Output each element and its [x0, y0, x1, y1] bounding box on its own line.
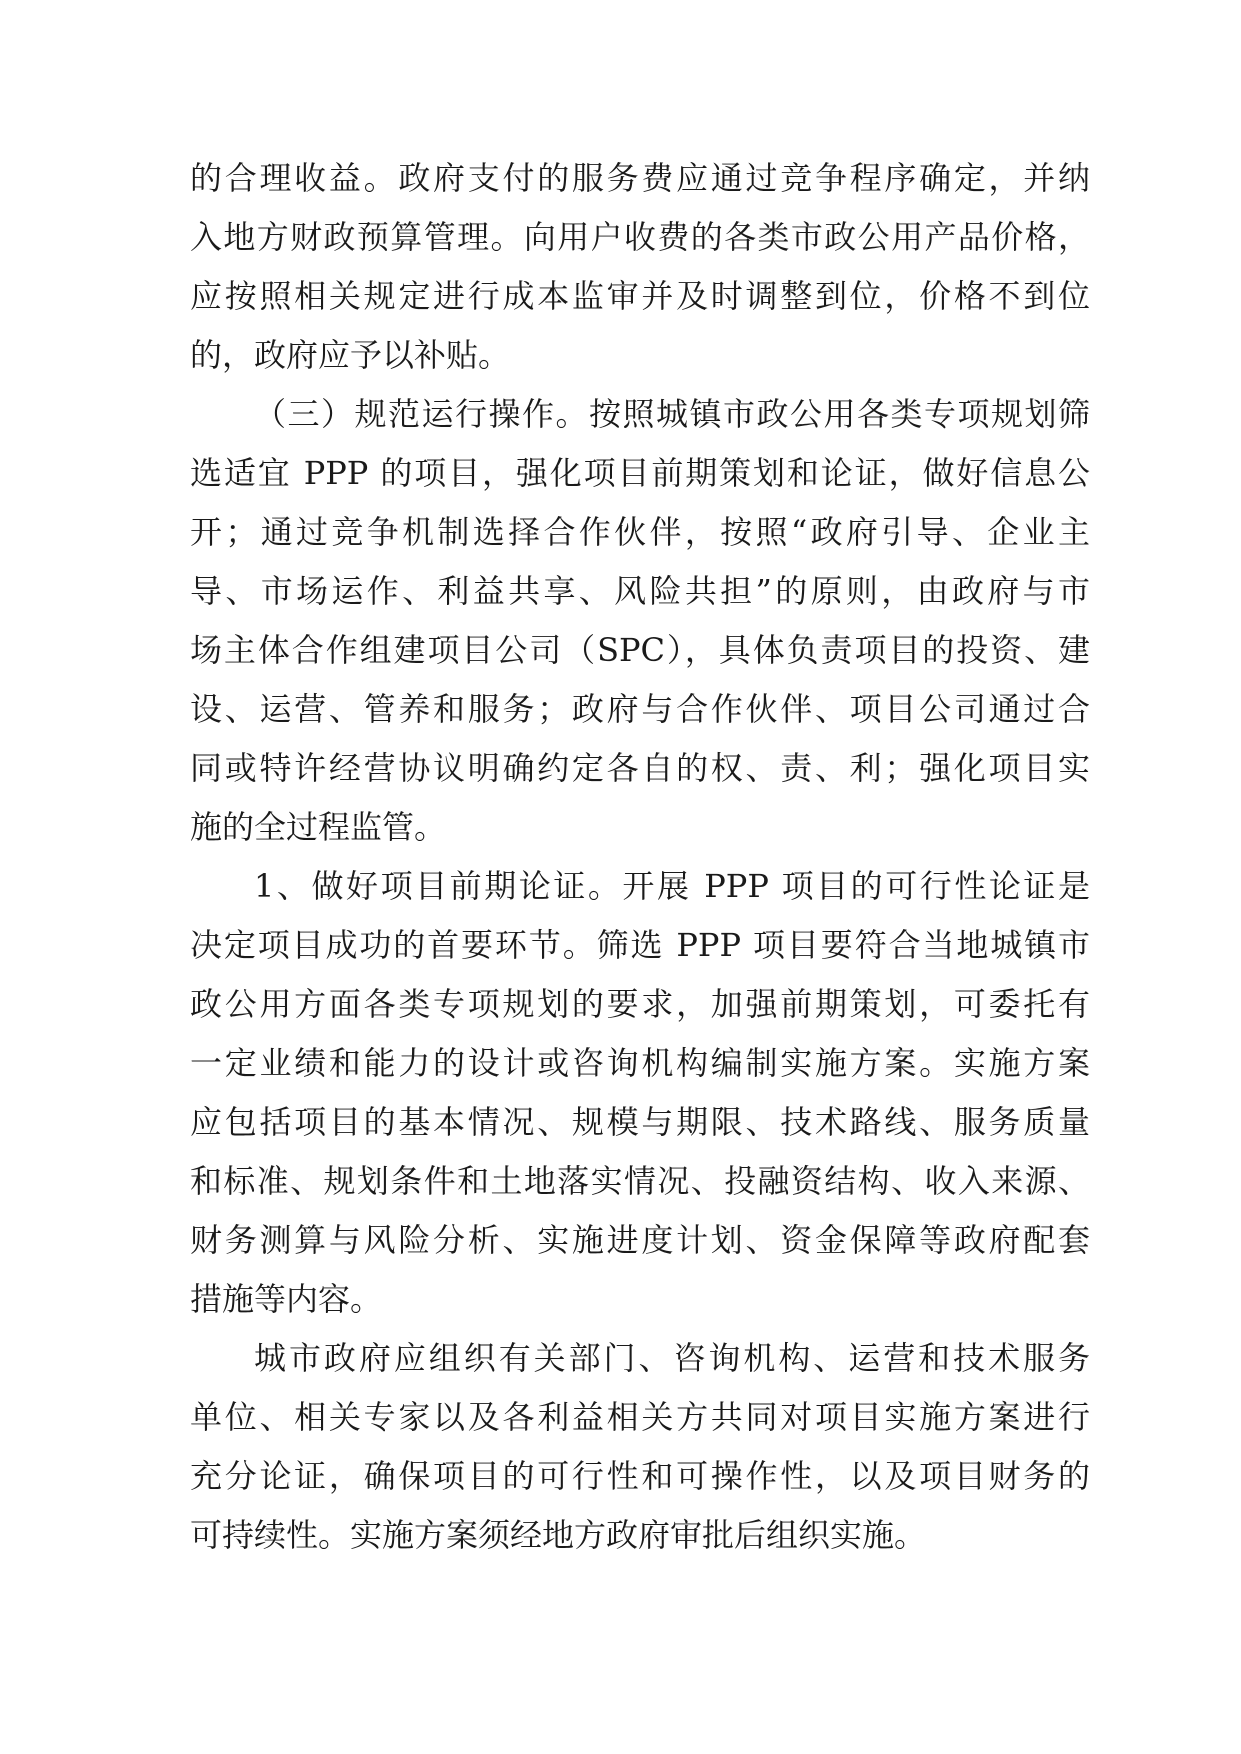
text-line: 场主体合作组建项目公司（SPC），具体负责项目的投资、建 [190, 631, 1090, 669]
text-line: 设、运营、管养和服务；政府与合作伙伴、项目公司通过合 [190, 690, 1090, 728]
text-line: 充分论证，确保项目的可行性和可操作性，以及项目财务的 [190, 1457, 1090, 1495]
text-line: 的合理收益。政府支付的服务费应通过竞争程序确定，并纳 [190, 159, 1090, 197]
text-line: （三）规范运行操作。按照城镇市政公用各类专项规划筛 [254, 395, 1090, 433]
text-line: 和标准、规划条件和土地落实情况、投融资结构、收入来源、 [190, 1162, 1090, 1200]
text-line: 选适宜 PPP 的项目，强化项目前期策划和论证，做好信息公 [190, 454, 1090, 492]
text-line: 一定业绩和能力的设计或咨询机构编制实施方案。实施方案 [190, 1044, 1090, 1082]
text-line: 应包括项目的基本情况、规模与期限、技术路线、服务质量 [190, 1103, 1090, 1141]
text-line: 导、市场运作、利益共享、风险共担”的原则，由政府与市 [190, 572, 1090, 610]
text-line: 财务测算与风险分析、实施进度计划、资金保障等政府配套 [190, 1221, 1090, 1259]
text-line: 政公用方面各类专项规划的要求，加强前期策划，可委托有 [190, 985, 1090, 1023]
text-line: 单位、相关专家以及各利益相关方共同对项目实施方案进行 [190, 1398, 1090, 1436]
text-line: 同或特许经营协议明确约定各自的权、责、利；强化项目实 [190, 749, 1090, 787]
text-line: 决定项目成功的首要环节。筛选 PPP 项目要符合当地城镇市 [190, 926, 1090, 964]
text-line: 施的全过程监管。 [190, 808, 447, 846]
text-line: 1、做好项目前期论证。开展 PPP 项目的可行性论证是 [254, 867, 1090, 905]
text-line: 应按照相关规定进行成本监审并及时调整到位，价格不到位 [190, 277, 1090, 315]
text-line: 可持续性。实施方案须经地方政府审批后组织实施。 [190, 1516, 927, 1554]
text-line: 城市政府应组织有关部门、咨询机构、运营和技术服务 [254, 1339, 1090, 1377]
text-line: 的，政府应予以补贴。 [190, 336, 511, 374]
text-line: 入地方财政预算管理。向用户收费的各类市政公用产品价格， [190, 218, 1090, 256]
text-line: 开；通过竞争机制选择合作伙伴，按照“政府引导、企业主 [190, 513, 1090, 551]
text-line: 措施等内容。 [190, 1280, 383, 1318]
